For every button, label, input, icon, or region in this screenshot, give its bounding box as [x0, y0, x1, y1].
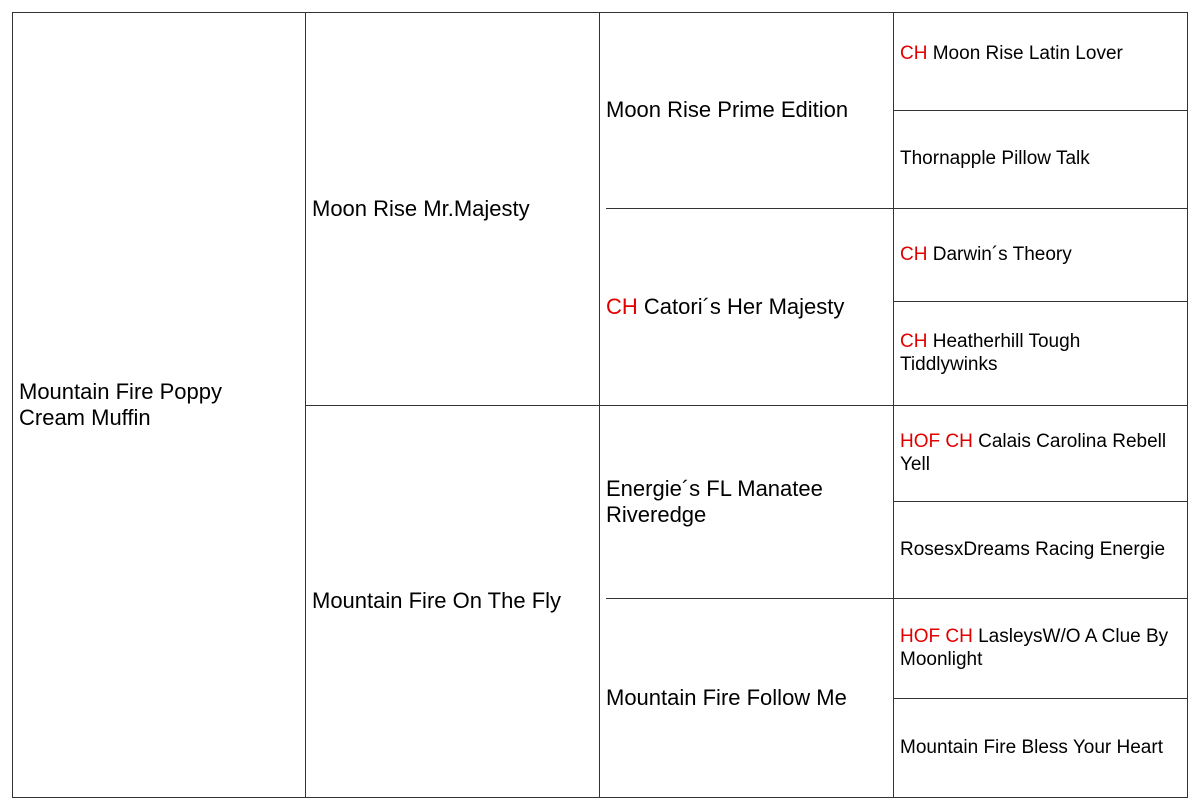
dd-sire-cell	[894, 599, 1187, 698]
sire-name: Moon Rise Mr.Majesty	[312, 195, 530, 221]
sd-sire-cell	[894, 209, 1187, 301]
sd-sire-title: CH	[900, 243, 928, 265]
ds-sire-name: Calais Carolina Rebell Yell	[900, 430, 1167, 475]
dd-dam-cell	[894, 699, 1187, 797]
sire-cell	[306, 13, 599, 405]
dd-sire-name: LasleysW/O A Clue By Moonlight	[900, 625, 1169, 670]
dam-sire-name: Energie´s FL Manatee Riveredge	[606, 475, 823, 527]
dam-sire-cell	[600, 406, 893, 598]
sire-dam-title: CH	[606, 293, 638, 319]
border-bottom	[12, 797, 1188, 798]
sire-sire-cell	[600, 13, 893, 208]
sire-dam-cell	[600, 209, 893, 405]
dam-name: Mountain Fire On The Fly	[312, 588, 562, 614]
ds-sire-cell	[894, 406, 1187, 501]
ss-sire-cell	[894, 13, 1187, 110]
subject-cell	[13, 13, 305, 797]
ss-dam-name: Thornapple Pillow Talk	[900, 148, 1090, 170]
sd-sire-name: Darwin´s Theory	[932, 243, 1072, 265]
ds-dam-cell	[894, 502, 1187, 598]
sd-dam-title: CH	[900, 330, 928, 352]
dam-dam-name: Mountain Fire Follow Me	[606, 684, 847, 710]
sd-dam-cell	[894, 302, 1187, 405]
dam-cell	[306, 406, 599, 797]
sire-dam-name: Catori´s Her Majesty	[643, 293, 845, 319]
subject-name: Mountain Fire Poppy Cream Muffin	[19, 378, 222, 430]
dam-dam-cell	[600, 599, 893, 797]
dd-sire-title: HOF CH	[900, 625, 973, 647]
sd-dam-name: Heatherhill Tough Tiddlywinks	[900, 330, 1081, 375]
ss-sire-title: CH	[900, 43, 928, 64]
ss-sire-name: Moon Rise Latin Lover	[932, 43, 1123, 64]
ds-dam-name: RosesxDreams Racing Energie	[900, 538, 1166, 560]
ds-sire-title: HOF CH	[900, 430, 973, 452]
sire-sire-name: Moon Rise Prime Edition	[606, 97, 849, 123]
dd-dam-name: Mountain Fire Bless Your Heart	[900, 736, 1163, 758]
ss-dam-cell	[894, 111, 1187, 208]
